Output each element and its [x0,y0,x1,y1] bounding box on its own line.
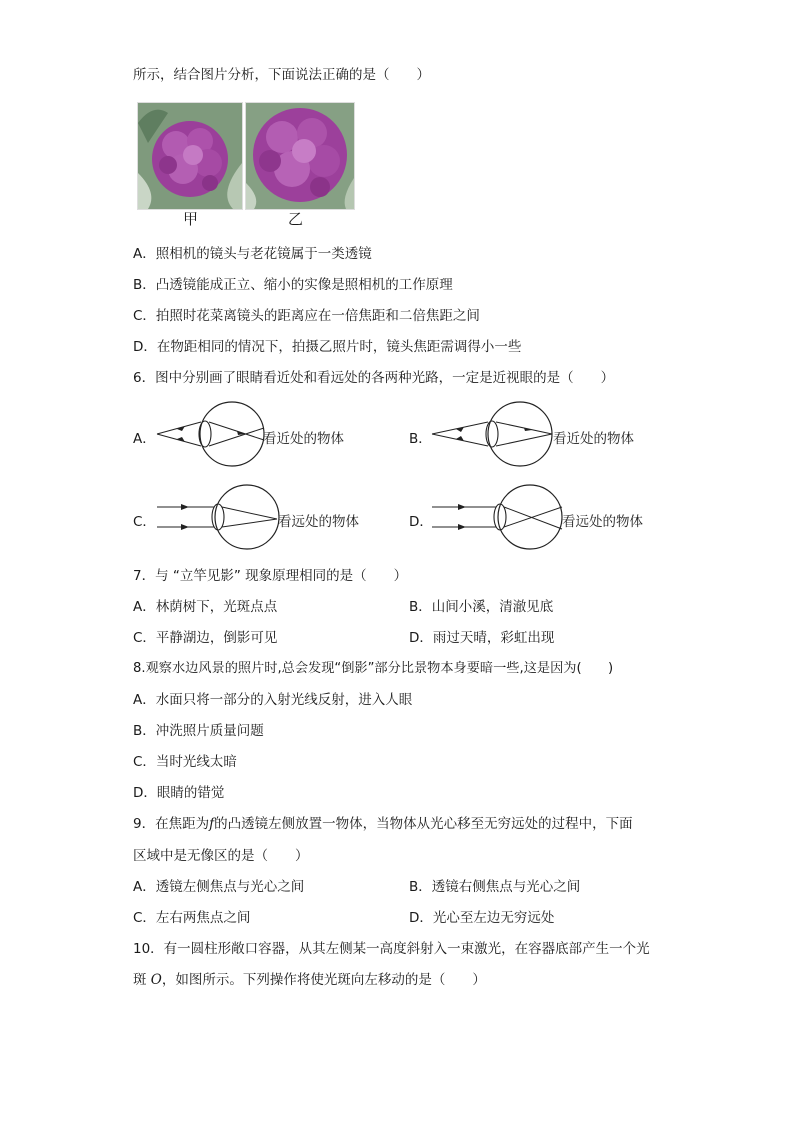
q6-option-a-letter: A． [133,431,156,447]
eye-diagram-d [430,483,565,553]
q9-stem-line2: 区域中是无像区的是（ ） [133,848,309,864]
image-label-yi: 乙 [288,210,304,228]
q10-stem-line1: 10．有一圆柱形敞口容器，从其左侧某一高度斜射入一束激光，在容器底部产生一个光 [133,941,650,957]
focal-length-symbol: f [209,816,215,832]
image-label-jia: 甲 [183,210,199,228]
q6-option-b-letter: B． [409,431,432,447]
q10-stem-line2 [133,971,486,989]
q9-stem-line1 [133,815,633,833]
q6-option-b-caption: 看近处的物体 [553,431,634,447]
q7-option-b: B．山间小溪，清澈见底 [409,599,554,615]
q7-option-a: A．林荫树下，光斑点点 [133,599,278,615]
point-o-symbol: O [150,972,162,988]
q6-option-a-caption: 看近处的物体 [263,431,344,447]
q6-option-c-caption: 看远处的物体 [278,514,359,530]
cauliflower-photo-jia [137,102,243,210]
q9-option-d: D．光心至左边无穷远处 [409,910,555,926]
eye-diagram-a [155,400,265,470]
q7-option-d: D．雨过天晴，彩虹出现 [409,630,555,646]
q5-option-a: A．照相机的镜头与老花镜属于一类透镜 [133,246,372,262]
q5-option-c: C．拍照时花菜离镜头的距离应在一倍焦距和二倍焦距之间 [133,308,480,324]
q10-stem-post: ，如图所示。下列操作将使光斑向左移动的是（ ） [161,972,486,988]
cauliflower-photo-yi [245,102,355,210]
q6-option-c-letter: C． [133,514,156,530]
q8-option-a: A．水面只将一部分的入射光线反射，进入人眼 [133,692,413,708]
q5-option-d: D．在物距相同的情况下，拍摄乙照片时，镜头焦距需调得小一些 [133,339,522,355]
q7-option-c: C．平静湖边，倒影可见 [133,630,278,646]
q8-option-c: C．当时光线太暗 [133,754,237,770]
q9-option-b: B．透镜右侧焦点与光心之间 [409,879,581,895]
q10-stem-pre: 斑 [133,972,151,988]
q6-option-d-caption: 看远处的物体 [562,514,643,530]
q9-stem-rest: 的凸透镜左侧放置一物体，当物体从光心移至无穷远处的过程中，下面 [214,816,633,832]
q6-option-d-letter: D． [409,514,433,530]
q6-stem: 6．图中分别画了眼睛看近处和看远处的各两种光路，一定是近视眼的是（ ） [133,370,615,386]
q7-stem: 7．与 “立竿见影” 现象原理相同的是（ ） [133,568,408,584]
q9-stem-prefix: 9．在焦距为 [133,816,210,832]
q9-option-c: C．左右两焦点之间 [133,910,251,926]
q9-option-a: A．透镜左侧焦点与光心之间 [133,879,305,895]
q8-stem: 8.观察水边风景的照片时,总会发现“倒影”部分比景物本身要暗一些,这是因为( ) [133,661,614,676]
q5-stem-tail: 所示，结合图片分析，下面说法正确的是（ ） [133,67,430,83]
q5-option-b: B．凸透镜能成正立、缩小的实像是照相机的工作原理 [133,277,453,293]
eye-diagram-c [155,483,280,553]
q8-option-b: B．冲洗照片质量问题 [133,723,264,739]
eye-diagram-b [430,400,555,470]
q8-option-d: D．眼睛的错觉 [133,785,225,801]
